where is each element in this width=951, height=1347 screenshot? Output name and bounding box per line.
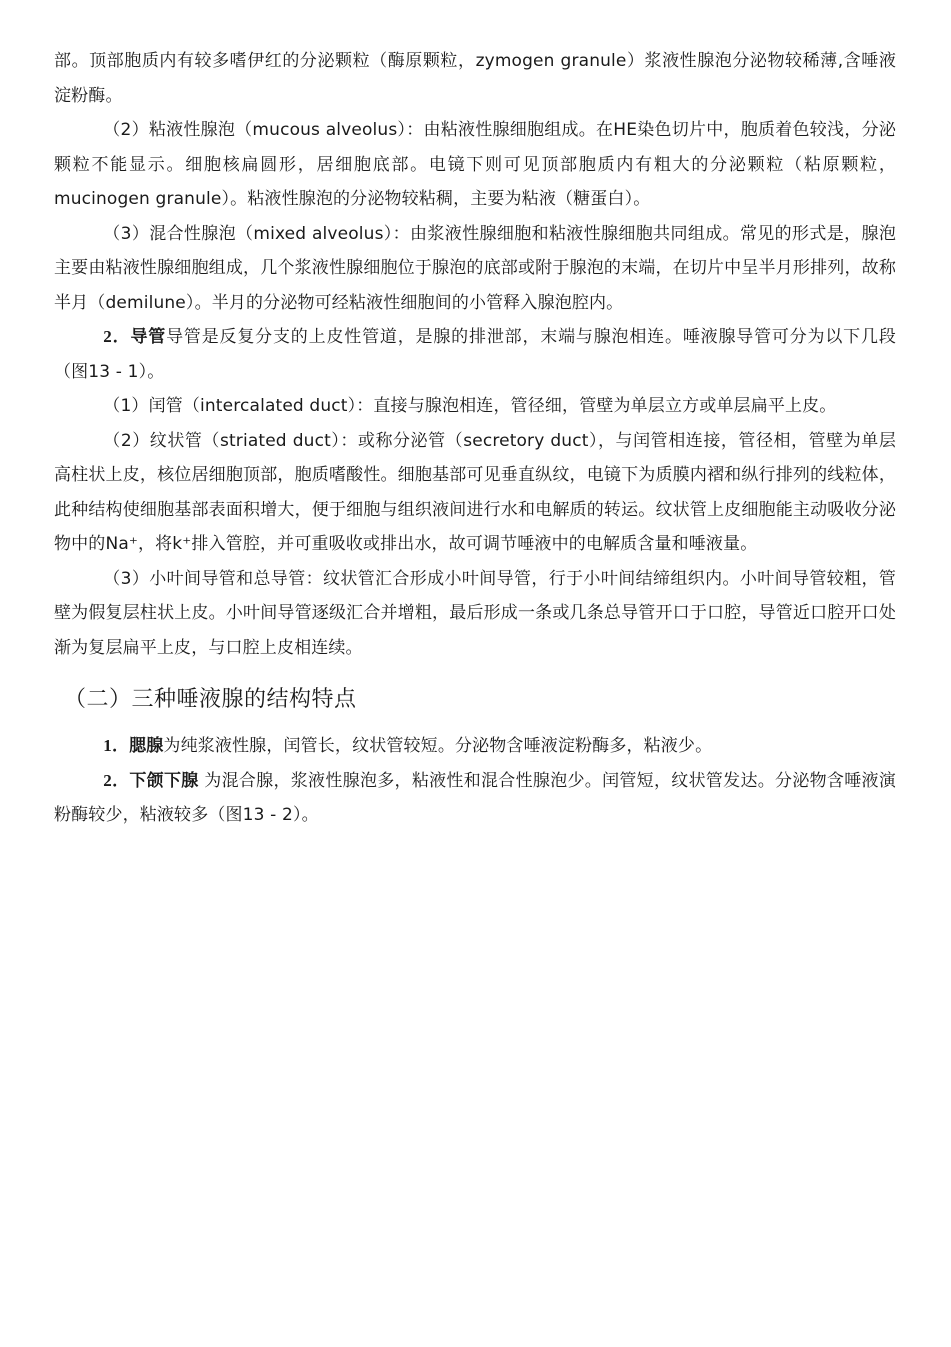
paragraph-interlobular-duct: （3）小叶间导管和总导管：纹状管汇合形成小叶间导管，行于小叶间结缔组织内。小叶间导管较粗，管壁为假复层柱状上皮。小叶间导管逐级汇合并增粗，最后形成一条或几条总导管开口于口腔，导管近口腔开口处渐为复层扁平上皮，与口腔上皮相连续。 xyxy=(54,568,896,658)
paragraph-parotid xyxy=(54,729,896,764)
paragraph-duct xyxy=(54,320,896,389)
paragraph-striated-duct: （2）纹状管（striated duct）：或称分泌管（secretory duct），与闰管相连接，管径相，管壁为单层高柱状上皮，核位居细胞顶部，胞质嗜酸性。细胞基部可见垂直纵纹，电镜下为质膜内褶和纵行排列的线粒体，此种结构使细胞基部表面积增大，便于细胞与组织液间进行水和电解质的转运。纹状管上皮细胞能主动吸收分泌物中的Na⁺，将k⁺排入管腔，并可重吸收或排出水，故可调节唾液中的电解质含量和唾液量。 xyxy=(54,430,896,554)
duct-number: 2． xyxy=(103,327,131,346)
document-page xyxy=(54,44,896,833)
submandibular-number: 2． xyxy=(103,770,130,790)
paragraph-submandibular xyxy=(54,764,896,833)
paragraph-mucous-alveolus: （2）粘液性腺泡（mucous alveolus）：由粘液性腺细胞组成。在HE染色切片中，胞质着色较浅，分泌颗粒不能显示。细胞核扁圆形，居细胞底部。电镜下则可见顶部胞质内有粗大的分泌颗粒（粘原颗粒，mucinogen granule）。粘液性腺泡的分泌物较粘稠，主要为粘液（糖蛋白）。 xyxy=(54,120,896,209)
duct-text: 导管是反复分支的上皮性管道，是腺的排泄部，末端与腺泡相连。唾液腺导管可分为以下几段（图13 - 1）。 xyxy=(54,327,896,382)
paragraph-mixed-alveolus: （3）混合性腺泡（mixed alveolus）：由浆液性腺细胞和粘液性腺细胞共同组成。常见的形式是，腺泡主要由粘液性腺细胞组成，几个浆液性腺细胞位于腺泡的底部或附于腺泡的末端，在切片中呈半月形排列，故称半月（demilune）。半月的分泌物可经粘液性细胞间的小管释入腺泡腔内。 xyxy=(54,223,896,313)
parotid-term: 腮腺 xyxy=(129,736,164,756)
paragraph-serous-secretion: 部。顶部胞质内有较多嗜伊红的分泌颗粒（酶原颗粒，zymogen granule）浆液性腺泡分泌物较稀薄,含唾液淀粉酶。 xyxy=(54,51,896,106)
parotid-text: 为纯浆液性腺，闰管长，纹状管较短。分泌物含唾液淀粉酶多，粘液少。 xyxy=(163,736,713,756)
submandibular-term: 下颌下腺 xyxy=(129,770,199,791)
duct-term: 导管 xyxy=(130,327,167,347)
parotid-number: 1． xyxy=(103,736,130,755)
paragraph-intercalated-duct: （1）闰管（intercalated duct）：直接与腺泡相连，管径细，管壁为单层立方或单层扁平上皮。 xyxy=(103,396,837,416)
section-heading: （二）三种唾液腺的结构特点 xyxy=(64,687,357,712)
submandibular-text: 为混合腺，浆液性腺泡多，粘液性和混合性腺泡少。闰管短，纹状管发达。分泌物含唾液演粉酶较少，粘液较多（图13 - 2）。 xyxy=(54,770,896,825)
